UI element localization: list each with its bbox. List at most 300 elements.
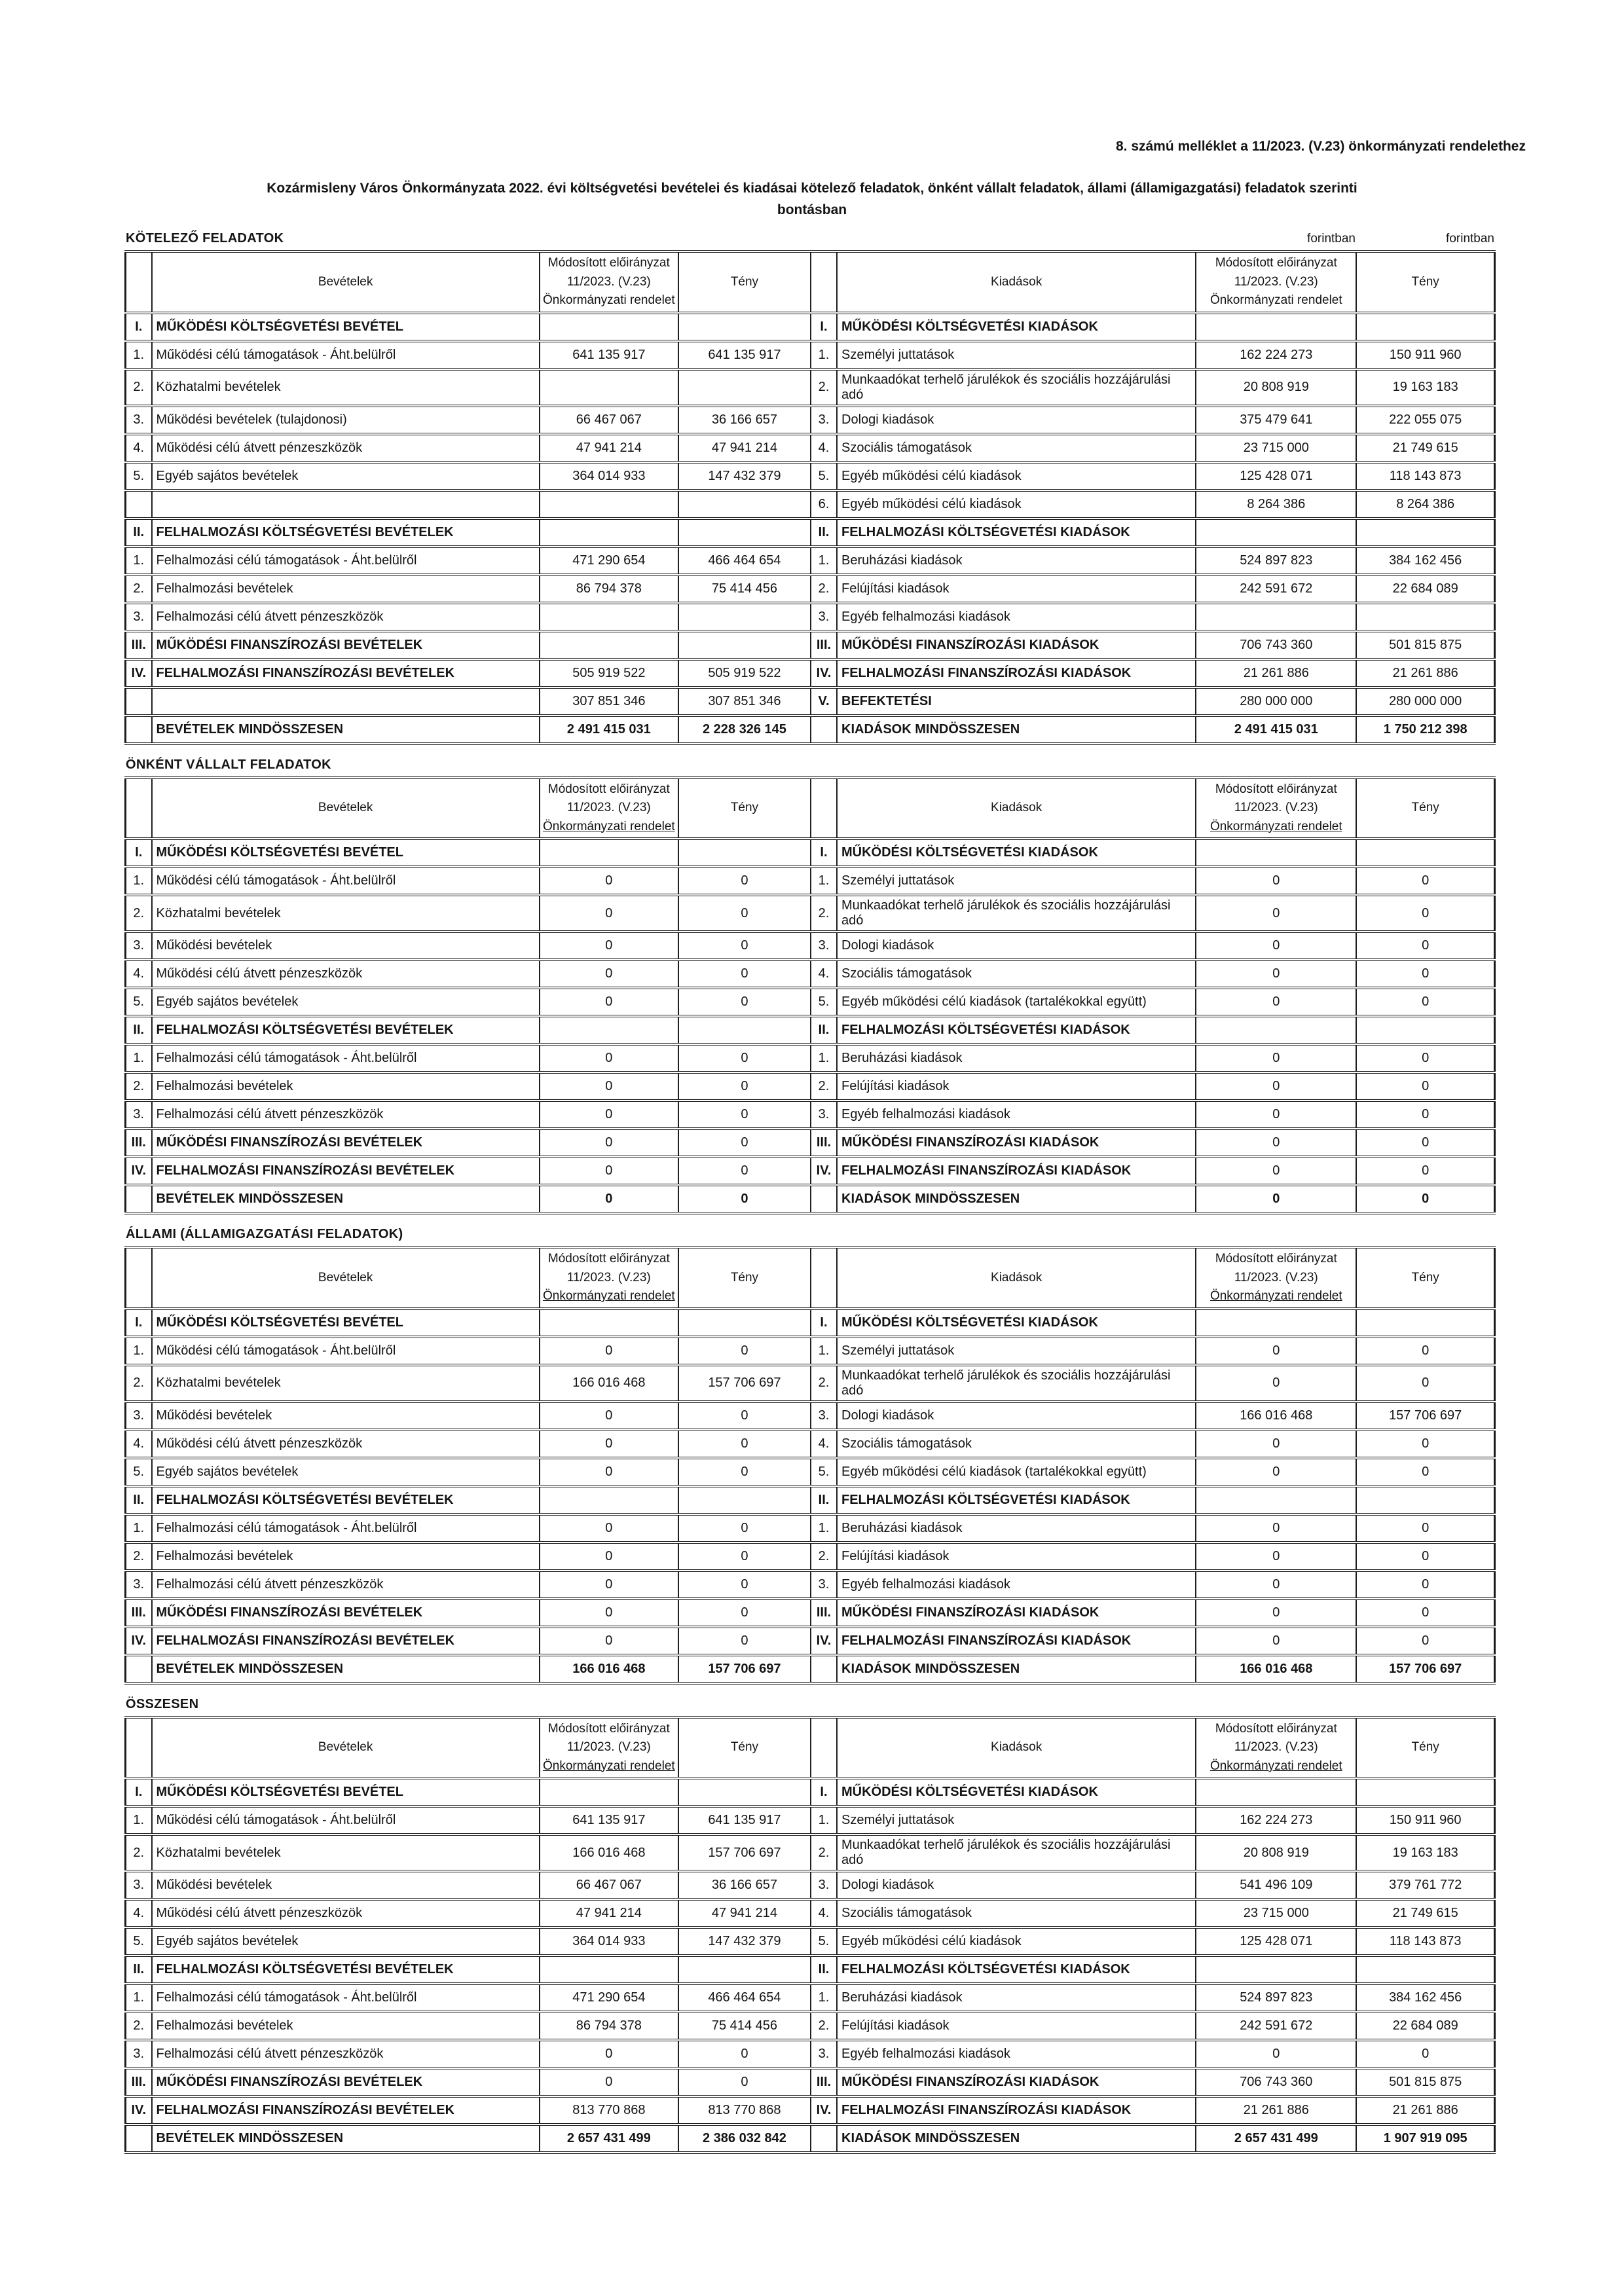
revenue-modified-value: 0 xyxy=(540,1185,678,1213)
expenditure-fact-value: 0 xyxy=(1356,1129,1494,1157)
corner-cell xyxy=(811,1717,837,1779)
table-row xyxy=(126,1486,1495,1514)
table-row xyxy=(126,1458,1495,1486)
expenditure-fact-value: 384 162 456 xyxy=(1356,547,1494,575)
corner-cell xyxy=(811,1247,837,1309)
revenue-fact-value: 2 228 326 145 xyxy=(678,716,811,744)
revenue-row-number: III. xyxy=(126,2068,152,2096)
revenue-row-number: 3. xyxy=(126,1571,152,1599)
revenue-fact-value: 0 xyxy=(678,988,811,1016)
table-row xyxy=(126,341,1495,369)
revenue-fact-value xyxy=(678,519,811,547)
modified-appropriation-line2: 11/2023. (V.23) xyxy=(566,1740,651,1754)
revenue-label: Működési célú támogatások - Áht.belülről xyxy=(152,341,540,369)
revenue-row-number: 1. xyxy=(126,867,152,895)
table-row xyxy=(126,462,1495,490)
table-row xyxy=(126,1402,1495,1430)
modified-appropriation-line1: Módosított előirányzat xyxy=(1215,1252,1337,1266)
revenue-label: Közhatalmi bevételek xyxy=(152,1834,540,1871)
expenditure-fact-value: 21 749 615 xyxy=(1356,434,1494,462)
forintban-label: forintban xyxy=(1446,232,1494,246)
section-head xyxy=(124,754,1496,774)
revenue-label: Felhalmozási célú támogatások - Áht.belülről xyxy=(152,547,540,575)
table-row xyxy=(126,575,1495,603)
table-row xyxy=(126,547,1495,575)
expenditure-fact-value: 0 xyxy=(1356,1337,1494,1365)
expenditure-row-number: 1. xyxy=(811,1337,837,1365)
expenditure-modified-value: 706 743 360 xyxy=(1196,2068,1356,2096)
expenditure-modified-value: 23 715 000 xyxy=(1196,434,1356,462)
expenditure-fact-value: 0 xyxy=(1356,932,1494,960)
revenue-row-number: 1. xyxy=(126,1984,152,2012)
expenditure-fact-value: 0 xyxy=(1356,1430,1494,1458)
expenditure-fact-value: 0 xyxy=(1356,1542,1494,1571)
expenditure-modified-value: 0 xyxy=(1196,1044,1356,1072)
expenditure-fact-value: 280 000 000 xyxy=(1356,687,1494,716)
section-title: ÁLLAMI (ÁLLAMIGAZGATÁSI FELADATOK) xyxy=(126,1227,403,1241)
expenditure-label: KIADÁSOK MINDÖSSZESEN xyxy=(837,1655,1196,1683)
revenue-row-number: II. xyxy=(126,1956,152,1984)
table-row xyxy=(126,434,1495,462)
revenue-label: Felhalmozási bevételek xyxy=(152,575,540,603)
revenue-fact-value xyxy=(678,839,811,867)
revenue-fact-value: 75 414 456 xyxy=(678,575,811,603)
table-row xyxy=(126,1984,1495,2012)
modified-appropriation-line2: 11/2023. (V.23) xyxy=(1234,1270,1318,1285)
expenditure-modified-value: 166 016 468 xyxy=(1196,1655,1356,1683)
expenditure-fact-value xyxy=(1356,603,1494,631)
expenditure-label: MŰKÖDÉSI KÖLTSÉGVETÉSI KIADÁSOK xyxy=(837,1309,1196,1337)
table-row xyxy=(126,1871,1495,1899)
table-row xyxy=(126,716,1495,744)
expenditure-label: FELHALMOZÁSI FINANSZÍROZÁSI KIADÁSOK xyxy=(837,1157,1196,1185)
revenue-modified-value: 86 794 378 xyxy=(540,575,678,603)
revenue-row-number: I. xyxy=(126,839,152,867)
table-row xyxy=(126,1899,1495,1927)
revenue-row-number xyxy=(126,490,152,519)
table-row xyxy=(126,2040,1495,2068)
modified-appropriation-line3: Önkormányzati rendelet xyxy=(542,1289,675,1303)
fact-header: Tény xyxy=(678,1717,811,1779)
revenue-label: MŰKÖDÉSI FINANSZÍROZÁSI BEVÉTELEK xyxy=(152,1599,540,1627)
modified-appropriation-header xyxy=(1196,251,1356,313)
table-row xyxy=(126,2012,1495,2040)
expenditure-modified-value: 524 897 823 xyxy=(1196,1984,1356,2012)
revenue-label: Egyéb sajátos bevételek xyxy=(152,462,540,490)
table-row xyxy=(126,1956,1495,1984)
revenue-modified-value: 0 xyxy=(540,988,678,1016)
modified-appropriation-line3: Önkormányzati rendelet xyxy=(1209,1289,1342,1303)
expenditure-row-number: 2. xyxy=(811,1834,837,1871)
revenue-fact-value: 0 xyxy=(678,1129,811,1157)
expenditure-row-number: IV. xyxy=(811,2096,837,2124)
revenue-modified-value xyxy=(540,839,678,867)
expenditure-fact-value: 0 xyxy=(1356,1185,1494,1213)
table-row xyxy=(126,1599,1495,1627)
revenue-label xyxy=(152,490,540,519)
revenue-modified-value: 0 xyxy=(540,1402,678,1430)
expenditure-modified-value: 0 xyxy=(1196,988,1356,1016)
revenue-fact-value: 157 706 697 xyxy=(678,1365,811,1402)
expenditure-row-number: 3. xyxy=(811,2040,837,2068)
revenue-row-number: I. xyxy=(126,1309,152,1337)
table-header-row xyxy=(126,251,1495,313)
section-head xyxy=(124,1694,1496,1713)
expenditure-fact-value: 22 684 089 xyxy=(1356,2012,1494,2040)
expenditure-label: Szociális támogatások xyxy=(837,1899,1196,1927)
revenue-modified-value: 471 290 654 xyxy=(540,1984,678,2012)
expenditure-row-number: 1. xyxy=(811,1514,837,1542)
fact-header: Tény xyxy=(678,1247,811,1309)
modified-appropriation-header xyxy=(1196,778,1356,839)
revenue-fact-value: 157 706 697 xyxy=(678,1655,811,1683)
revenue-label: FELHALMOZÁSI FINANSZÍROZÁSI BEVÉTELEK xyxy=(152,1627,540,1655)
table-row xyxy=(126,1129,1495,1157)
modified-appropriation-line1: Módosított előirányzat xyxy=(547,1721,670,1736)
revenue-fact-value: 47 941 214 xyxy=(678,1899,811,1927)
modified-appropriation-line1: Módosított előirányzat xyxy=(547,256,670,270)
revenue-modified-value xyxy=(540,1778,678,1806)
expenditure-label: Egyéb felhalmozási kiadások xyxy=(837,2040,1196,2068)
revenue-modified-value: 813 770 868 xyxy=(540,2096,678,2124)
revenue-modified-value xyxy=(540,519,678,547)
budget-table xyxy=(124,776,1496,1215)
expenditure-row-number: 1. xyxy=(811,1044,837,1072)
expenditure-row-number: 2. xyxy=(811,369,837,406)
revenue-fact-value: 0 xyxy=(678,1072,811,1101)
revenue-row-number xyxy=(126,716,152,744)
expenditure-label: KIADÁSOK MINDÖSSZESEN xyxy=(837,716,1196,744)
modified-appropriation-line1: Módosított előirányzat xyxy=(1215,256,1337,270)
revenue-label: Működési célú átvett pénzeszközök xyxy=(152,1430,540,1458)
revenue-row-number xyxy=(126,687,152,716)
revenue-row-number: 3. xyxy=(126,932,152,960)
expenditure-fact-value xyxy=(1356,1309,1494,1337)
expenditure-row-number: 4. xyxy=(811,434,837,462)
expenditure-label: Dologi kiadások xyxy=(837,406,1196,434)
expenditure-label: Munkaadókat terhelő járulékok és szociális hozzájárulási adó xyxy=(837,369,1196,406)
revenue-label: MŰKÖDÉSI KÖLTSÉGVETÉSI BEVÉTEL xyxy=(152,839,540,867)
revenue-fact-value: 36 166 657 xyxy=(678,406,811,434)
revenue-fact-value xyxy=(678,1309,811,1337)
revenue-modified-value: 0 xyxy=(540,895,678,932)
revenue-label: MŰKÖDÉSI FINANSZÍROZÁSI BEVÉTELEK xyxy=(152,1129,540,1157)
revenues-header: Bevételek xyxy=(152,778,540,839)
revenue-fact-value: 36 166 657 xyxy=(678,1871,811,1899)
expenditure-row-number: 2. xyxy=(811,1072,837,1101)
revenue-modified-value: 364 014 933 xyxy=(540,1927,678,1956)
revenue-label: Működési célú támogatások - Áht.belülről xyxy=(152,1806,540,1834)
expenditure-label: Egyéb felhalmozási kiadások xyxy=(837,603,1196,631)
forintban-label: forintban xyxy=(1307,232,1356,246)
expenditure-row-number: II. xyxy=(811,1486,837,1514)
expenditure-fact-value: 8 264 386 xyxy=(1356,490,1494,519)
table-row xyxy=(126,406,1495,434)
table-row xyxy=(126,1778,1495,1806)
revenue-label: BEVÉTELEK MINDÖSSZESEN xyxy=(152,716,540,744)
expenditure-label: FELHALMOZÁSI KÖLTSÉGVETÉSI KIADÁSOK xyxy=(837,1016,1196,1044)
revenue-label: FELHALMOZÁSI FINANSZÍROZÁSI BEVÉTELEK xyxy=(152,1157,540,1185)
table-row xyxy=(126,1834,1495,1871)
revenue-row-number: 5. xyxy=(126,988,152,1016)
revenue-label: Működési célú támogatások - Áht.belülről xyxy=(152,1337,540,1365)
table-row xyxy=(126,2124,1495,2153)
expenditure-fact-value: 21 749 615 xyxy=(1356,1899,1494,1927)
revenue-label: Felhalmozási célú támogatások - Áht.belülről xyxy=(152,1984,540,2012)
revenue-label: Közhatalmi bevételek xyxy=(152,895,540,932)
revenue-fact-value xyxy=(678,313,811,341)
revenue-label: Egyéb sajátos bevételek xyxy=(152,1927,540,1956)
revenue-label: FELHALMOZÁSI KÖLTSÉGVETÉSI BEVÉTELEK xyxy=(152,1486,540,1514)
revenue-row-number xyxy=(126,1655,152,1683)
expenditure-fact-value: 0 xyxy=(1356,1157,1494,1185)
revenue-modified-value: 0 xyxy=(540,2068,678,2096)
expenditure-modified-value: 8 264 386 xyxy=(1196,490,1356,519)
revenue-modified-value: 471 290 654 xyxy=(540,547,678,575)
modified-appropriation-line2: 11/2023. (V.23) xyxy=(566,274,651,289)
section-4 xyxy=(124,1694,1496,2155)
expenditure-label: Személyi juttatások xyxy=(837,341,1196,369)
revenue-row-number: 2. xyxy=(126,1834,152,1871)
table-row xyxy=(126,867,1495,895)
revenue-label: Felhalmozási célú átvett pénzeszközök xyxy=(152,1101,540,1129)
modified-appropriation-line1: Módosított előirányzat xyxy=(547,1252,670,1266)
revenue-label: Működési bevételek xyxy=(152,932,540,960)
revenue-row-number: 4. xyxy=(126,960,152,988)
expenditure-fact-value: 118 143 873 xyxy=(1356,1927,1494,1956)
expenditure-row-number: II. xyxy=(811,1956,837,1984)
revenue-modified-value: 0 xyxy=(540,1514,678,1542)
revenue-row-number: II. xyxy=(126,1486,152,1514)
expenditure-row-number: 3. xyxy=(811,1402,837,1430)
expenditure-modified-value xyxy=(1196,1956,1356,1984)
expenditure-modified-value: 23 715 000 xyxy=(1196,1899,1356,1927)
revenue-fact-value xyxy=(678,369,811,406)
expenditure-fact-value: 19 163 183 xyxy=(1356,369,1494,406)
revenue-fact-value: 0 xyxy=(678,960,811,988)
expenditure-label: Személyi juttatások xyxy=(837,867,1196,895)
expenditure-label: KIADÁSOK MINDÖSSZESEN xyxy=(837,1185,1196,1213)
expenditure-fact-value xyxy=(1356,1016,1494,1044)
expenditure-fact-value: 0 xyxy=(1356,1627,1494,1655)
revenue-label: FELHALMOZÁSI KÖLTSÉGVETÉSI BEVÉTELEK xyxy=(152,1956,540,1984)
expenditure-modified-value: 20 808 919 xyxy=(1196,369,1356,406)
revenue-label xyxy=(152,687,540,716)
sections-container xyxy=(124,228,1496,2163)
revenue-row-number: 3. xyxy=(126,1101,152,1129)
expenditure-label: Egyéb működési célú kiadások xyxy=(837,462,1196,490)
expenditure-label: MŰKÖDÉSI FINANSZÍROZÁSI KIADÁSOK xyxy=(837,1129,1196,1157)
revenue-label: Működési bevételek xyxy=(152,1402,540,1430)
expenditure-fact-value xyxy=(1356,313,1494,341)
revenue-modified-value xyxy=(540,1016,678,1044)
expenditure-fact-value: 118 143 873 xyxy=(1356,462,1494,490)
revenue-fact-value: 466 464 654 xyxy=(678,547,811,575)
revenue-row-number: 1. xyxy=(126,1806,152,1834)
document-title-line1: Kozármisleny Város Önkormányzata 2022. évi költségvetési bevételei és kiadásai kötelező feladatok, önként vállalt feladatok, állami (államigazgatási) feladatok szerinti xyxy=(267,181,1357,196)
expenditure-modified-value: 21 261 886 xyxy=(1196,2096,1356,2124)
expenditure-label: MŰKÖDÉSI KÖLTSÉGVETÉSI KIADÁSOK xyxy=(837,839,1196,867)
revenue-fact-value: 466 464 654 xyxy=(678,1984,811,2012)
revenue-fact-value xyxy=(678,631,811,659)
expenditure-label: Dologi kiadások xyxy=(837,1871,1196,1899)
table-row xyxy=(126,490,1495,519)
expenditure-modified-value: 0 xyxy=(1196,1430,1356,1458)
corner-cell xyxy=(126,1717,152,1779)
revenue-row-number: 4. xyxy=(126,1899,152,1927)
expenditure-row-number: 6. xyxy=(811,490,837,519)
expenditure-label: Felújítási kiadások xyxy=(837,1542,1196,1571)
expenditure-label: Egyéb működési célú kiadások xyxy=(837,1927,1196,1956)
expenditure-fact-value: 0 xyxy=(1356,1044,1494,1072)
expenditure-row-number: 2. xyxy=(811,1542,837,1571)
expenditure-fact-value xyxy=(1356,1778,1494,1806)
table-row xyxy=(126,687,1495,716)
revenue-modified-value: 0 xyxy=(540,1542,678,1571)
expenditure-modified-value: 0 xyxy=(1196,1599,1356,1627)
expenditure-modified-value: 706 743 360 xyxy=(1196,631,1356,659)
revenue-label: MŰKÖDÉSI KÖLTSÉGVETÉSI BEVÉTEL xyxy=(152,1309,540,1337)
expenditure-row-number: 2. xyxy=(811,1365,837,1402)
section-1 xyxy=(124,228,1496,745)
expenditure-fact-value: 384 162 456 xyxy=(1356,1984,1494,2012)
budget-table xyxy=(124,1716,1496,2155)
revenue-fact-value: 0 xyxy=(678,1599,811,1627)
table-row xyxy=(126,1514,1495,1542)
expenditure-modified-value: 125 428 071 xyxy=(1196,462,1356,490)
expenditure-row-number xyxy=(811,2124,837,2153)
revenue-label: FELHALMOZÁSI KÖLTSÉGVETÉSI BEVÉTELEK xyxy=(152,1016,540,1044)
modified-appropriation-line1: Módosított előirányzat xyxy=(547,782,670,796)
expenditure-modified-value: 125 428 071 xyxy=(1196,1927,1356,1956)
table-row xyxy=(126,519,1495,547)
expenditure-row-number: 5. xyxy=(811,988,837,1016)
section-head xyxy=(124,228,1496,247)
fact-header: Tény xyxy=(1356,1717,1494,1779)
revenue-fact-value: 0 xyxy=(678,2068,811,2096)
expenditure-fact-value: 21 261 886 xyxy=(1356,659,1494,687)
revenue-fact-value: 0 xyxy=(678,1044,811,1072)
table-header-row xyxy=(126,1247,1495,1309)
revenue-label: Felhalmozási célú átvett pénzeszközök xyxy=(152,2040,540,2068)
expenditure-label: FELHALMOZÁSI KÖLTSÉGVETÉSI KIADÁSOK xyxy=(837,1486,1196,1514)
document-title xyxy=(92,178,1532,221)
table-row xyxy=(126,2096,1495,2124)
revenue-row-number: II. xyxy=(126,1016,152,1044)
expenditure-label: Munkaadókat terhelő járulékok és szociális hozzájárulási adó xyxy=(837,895,1196,932)
revenue-label: Működési bevételek xyxy=(152,1871,540,1899)
revenue-fact-value: 0 xyxy=(678,1542,811,1571)
section-title: KÖTELEZŐ FELADATOK xyxy=(126,231,284,246)
revenue-row-number: II. xyxy=(126,519,152,547)
revenue-modified-value: 0 xyxy=(540,867,678,895)
revenue-modified-value: 641 135 917 xyxy=(540,1806,678,1834)
revenue-row-number: III. xyxy=(126,1129,152,1157)
expenditure-label: FELHALMOZÁSI KÖLTSÉGVETÉSI KIADÁSOK xyxy=(837,519,1196,547)
revenue-row-number: 2. xyxy=(126,575,152,603)
modified-appropriation-line3: Önkormányzati rendelet xyxy=(542,293,675,307)
expenditure-label: Dologi kiadások xyxy=(837,932,1196,960)
expenditure-modified-value: 0 xyxy=(1196,1542,1356,1571)
corner-cell xyxy=(811,251,837,313)
expenditure-modified-value: 0 xyxy=(1196,1571,1356,1599)
revenue-modified-value: 166 016 468 xyxy=(540,1834,678,1871)
expenditure-modified-value: 0 xyxy=(1196,1129,1356,1157)
revenue-modified-value: 0 xyxy=(540,1129,678,1157)
expenditure-modified-value: 0 xyxy=(1196,1337,1356,1365)
expenditure-fact-value: 0 xyxy=(1356,1101,1494,1129)
revenue-fact-value xyxy=(678,1956,811,1984)
revenue-fact-value: 0 xyxy=(678,1101,811,1129)
revenue-modified-value xyxy=(540,1956,678,1984)
expenditure-row-number: II. xyxy=(811,519,837,547)
revenue-fact-value: 813 770 868 xyxy=(678,2096,811,2124)
expenditure-row-number: 4. xyxy=(811,960,837,988)
expenditure-modified-value: 0 xyxy=(1196,895,1356,932)
revenue-fact-value: 147 432 379 xyxy=(678,462,811,490)
fact-header: Tény xyxy=(678,778,811,839)
section-3 xyxy=(124,1224,1496,1685)
revenue-modified-value: 505 919 522 xyxy=(540,659,678,687)
revenue-row-number: 1. xyxy=(126,1514,152,1542)
modified-appropriation-header xyxy=(1196,1717,1356,1779)
table-row xyxy=(126,1542,1495,1571)
revenue-fact-value: 0 xyxy=(678,867,811,895)
expenditure-fact-value: 0 xyxy=(1356,1599,1494,1627)
expenditure-fact-value: 1 750 212 398 xyxy=(1356,716,1494,744)
modified-appropriation-line3: Önkormányzati rendelet xyxy=(1209,1758,1342,1773)
expenditure-label: Szociális támogatások xyxy=(837,434,1196,462)
revenue-row-number: 3. xyxy=(126,2040,152,2068)
revenue-modified-value xyxy=(540,1309,678,1337)
revenue-row-number: 4. xyxy=(126,434,152,462)
section-title: ÖNKÉNT VÁLLALT FELADATOK xyxy=(126,757,331,772)
revenue-row-number: IV. xyxy=(126,1157,152,1185)
revenue-modified-value: 0 xyxy=(540,1044,678,1072)
expenditure-modified-value: 0 xyxy=(1196,1627,1356,1655)
expenditure-fact-value xyxy=(1356,519,1494,547)
expenditure-modified-value: 280 000 000 xyxy=(1196,687,1356,716)
revenue-modified-value: 66 467 067 xyxy=(540,406,678,434)
revenue-label: Közhatalmi bevételek xyxy=(152,369,540,406)
modified-appropriation-line1: Módosított előirányzat xyxy=(1215,782,1337,796)
revenue-label: MŰKÖDÉSI KÖLTSÉGVETÉSI BEVÉTEL xyxy=(152,1778,540,1806)
expenditure-row-number: 5. xyxy=(811,1927,837,1956)
revenue-modified-value: 0 xyxy=(540,932,678,960)
revenue-row-number: 3. xyxy=(126,406,152,434)
expenditure-label: Beruházási kiadások xyxy=(837,1984,1196,2012)
expenditure-row-number: 1. xyxy=(811,547,837,575)
revenue-modified-value: 0 xyxy=(540,1571,678,1599)
expenditure-row-number xyxy=(811,1185,837,1213)
expenditure-label: Egyéb felhalmozási kiadások xyxy=(837,1101,1196,1129)
table-row xyxy=(126,1627,1495,1655)
revenue-label: Felhalmozási célú átvett pénzeszközök xyxy=(152,1571,540,1599)
expenditure-row-number: 1. xyxy=(811,1806,837,1834)
revenue-row-number: 5. xyxy=(126,462,152,490)
expenditure-modified-value: 0 xyxy=(1196,960,1356,988)
modified-appropriation-line2: 11/2023. (V.23) xyxy=(1234,801,1318,814)
modified-appropriation-header xyxy=(540,778,678,839)
expenditures-header: Kiadások xyxy=(837,1717,1196,1779)
revenue-fact-value: 307 851 346 xyxy=(678,687,811,716)
corner-cell xyxy=(126,251,152,313)
modified-appropriation-line3: Önkormányzati rendelet xyxy=(542,1758,675,1773)
expenditure-modified-value: 0 xyxy=(1196,1365,1356,1402)
section-title: ÖSSZESEN xyxy=(126,1696,199,1711)
table-row xyxy=(126,631,1495,659)
table-row xyxy=(126,1309,1495,1337)
